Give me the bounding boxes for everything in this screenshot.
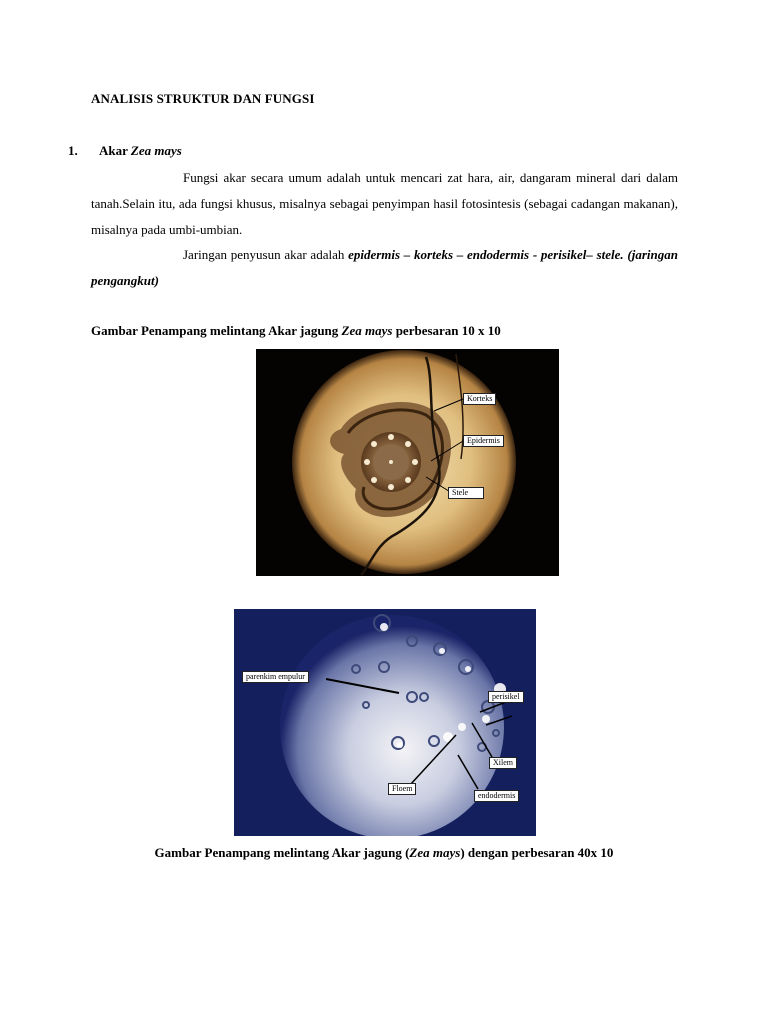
figure2-caption-prefix: Gambar Penampang melintang Akar jagung ( xyxy=(154,845,410,860)
label-endodermis: endodermis xyxy=(474,790,519,802)
label-parenkim-empulur: parenkim empulur xyxy=(242,671,309,683)
figure1-caption-prefix: Gambar Penampang melintang Akar jagung xyxy=(91,323,342,338)
figure1-caption-suffix: perbesaran 10 x 10 xyxy=(392,323,501,338)
micrograph-40x xyxy=(234,609,536,836)
micrograph-10x-drawing xyxy=(256,349,559,576)
label-korteks: Korteks xyxy=(463,393,496,405)
section-title xyxy=(99,143,182,159)
document-title: ANALISIS STRUKTUR DAN FUNGSI xyxy=(91,91,315,106)
label-xilem: Xilem xyxy=(489,757,517,769)
label-stele: Stele xyxy=(448,487,484,499)
figure2-caption-suffix: ) dengan perbesaran 40x 10 xyxy=(460,845,614,860)
paragraph-function: Fungsi akar secara umum adalah untuk mencari zat hara, air, dangaram mineral dari dalam tanah.Selain itu, ada fungsi khusus, misalnya sebagai penyimpan hasil fotosintesis (sebagai cadangan makanan), misalnya pada umbi-umbian. xyxy=(91,170,678,237)
section-title-species: Zea mays xyxy=(130,143,182,158)
paragraph-tissues xyxy=(91,242,678,294)
section-number: 1. xyxy=(68,143,78,158)
figure1-caption-species: Zea mays xyxy=(341,323,393,338)
label-perisikel: perisikel xyxy=(488,691,524,703)
micrograph-10x xyxy=(256,349,559,576)
figure1-caption xyxy=(91,323,501,339)
figure2-caption-species: Zea mays xyxy=(409,845,461,860)
paragraph-tissues-emphasis: epidermis – korteks – endodermis - perisikel– stele. (jaringan pengangkut) xyxy=(91,247,678,288)
section-title-prefix: Akar xyxy=(99,143,131,158)
paragraph-tissues-prefix: Jaringan penyusun akar adalah xyxy=(183,247,349,262)
label-epidermis: Epidermis xyxy=(463,435,504,447)
label-floem: Floem xyxy=(388,783,416,795)
figure2-caption xyxy=(0,845,768,861)
